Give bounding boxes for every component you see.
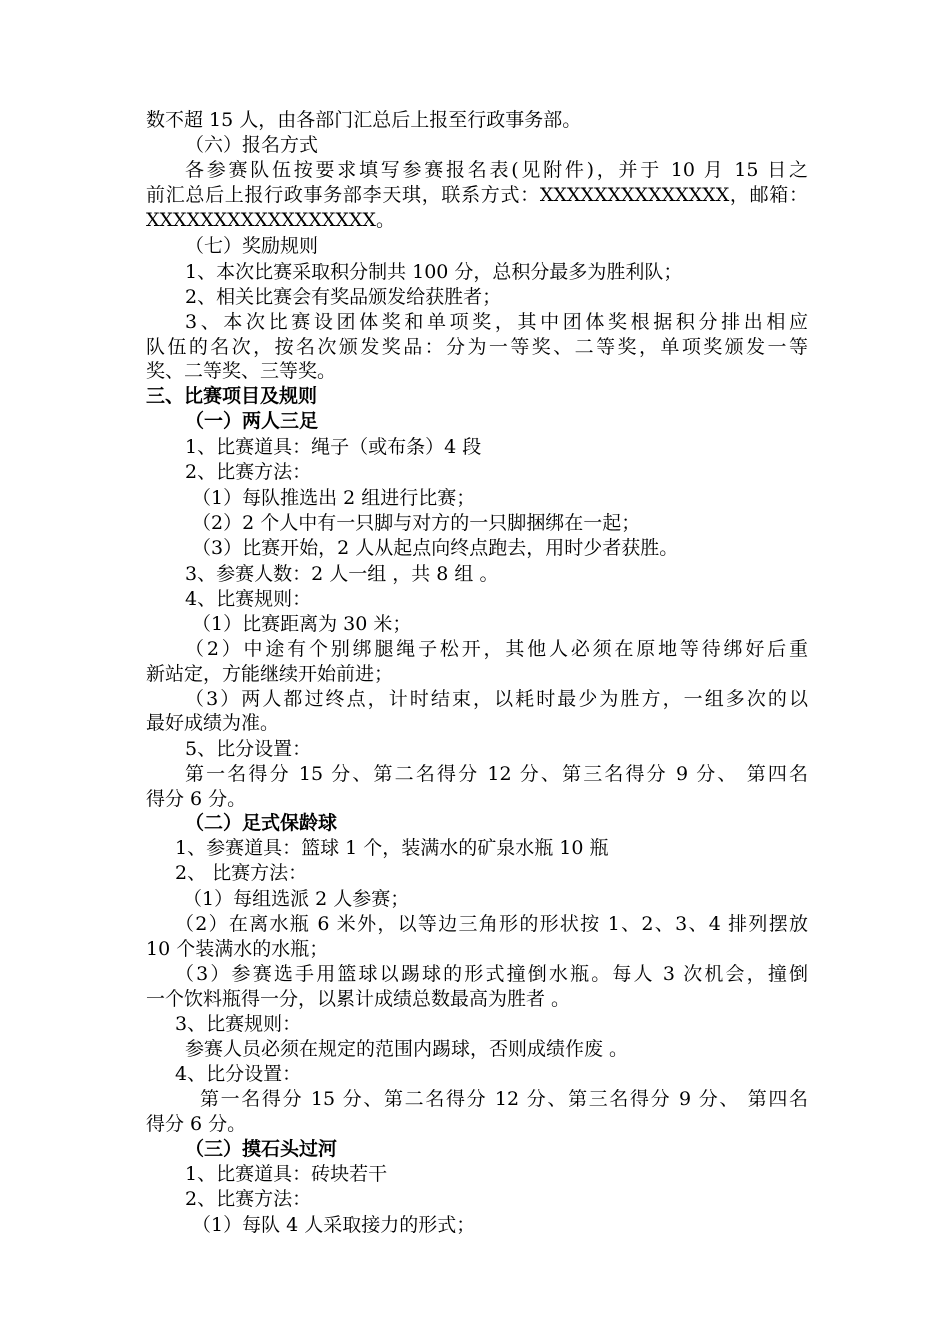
- text-line: 2、比赛方法：: [185, 1188, 312, 1210]
- text-line: 1、本次比赛采取积分制共 100 分，总积分最多为胜利队；: [185, 261, 683, 283]
- text-line: （1）比赛距离为 30 米；: [192, 613, 412, 635]
- text-line: （2）2 个人中有一只脚与对方的一只脚捆绑在一起；: [192, 512, 641, 534]
- text-line: 10 个装满水的水瓶；: [146, 938, 329, 960]
- text-line: 2、比赛方法：: [185, 461, 312, 483]
- text-line: （3）两人都过终点，计时结束，以耗时最少为胜方，一组多次的以: [185, 688, 808, 710]
- text-line: （3）参赛选手用篮球以踢球的形式撞倒水瓶。每人 3 次机会，撞倒: [175, 963, 808, 985]
- text-line: 得分 6 分。: [146, 1113, 247, 1135]
- text-line: 一个饮料瓶得一分，以累计成绩总数最高为胜者 。: [146, 988, 571, 1010]
- text-line: 1、比赛道具：砖块若干: [185, 1163, 388, 1185]
- text-line: 5、比分设置：: [185, 738, 312, 760]
- text-line: （1）每队 4 人采取接力的形式；: [192, 1214, 476, 1236]
- text-line: （1）每队推选出 2 组进行比赛；: [192, 487, 476, 509]
- text-line: 3、参赛人数：2 人一组 ，共 8 组 。: [185, 563, 499, 585]
- text-line: 1、参赛道具：篮球 1 个，装满水的矿泉水瓶 10 瓶: [175, 837, 609, 859]
- text-line: （2）在离水瓶 6 米外，以等边三角形的形状按 1、2、3、4 排列摆放: [175, 913, 808, 935]
- text-line: 得分 6 分。: [146, 788, 247, 810]
- text-line: （1）每组选派 2 人参赛；: [183, 888, 410, 910]
- subsection-heading: （三）摸石头过河: [185, 1138, 338, 1160]
- text-line: XXXXXXXXXXXXXXXXX。: [146, 209, 395, 231]
- text-line: 2、 比赛方法：: [175, 862, 308, 884]
- section-heading: 三、比赛项目及规则: [146, 385, 318, 407]
- text-line: 3、比赛规则：: [175, 1013, 302, 1035]
- subsection-heading: （二）足式保龄球: [185, 812, 338, 834]
- text-line: 第一名得分 15 分、第二名得分 12 分、第三名得分 9 分、 第四名: [200, 1088, 808, 1110]
- text-line: 4、比分设置：: [175, 1063, 302, 1085]
- text-line: 队伍的名次，按名次颁发奖品：分为一等奖、二等奖，单项奖颁发一等: [146, 336, 808, 358]
- subsection-heading: （七）奖励规则: [185, 235, 319, 257]
- text-line: （2）中途有个别绑腿绳子松开，其他人必须在原地等待绑好后重: [185, 638, 808, 660]
- text-line: 各参赛队伍按要求填写参赛报名表(见附件)，并于 10 月 15 日之: [185, 159, 808, 181]
- text-line: 1、比赛道具：绳子（或布条）4 段: [185, 436, 482, 458]
- text-line: （3）比赛开始，2 人从起点向终点跑去，用时少者获胜。: [192, 537, 679, 559]
- text-line: 新站定，方能继续开始前进；: [146, 663, 394, 685]
- text-line: 4、比赛规则：: [185, 588, 312, 610]
- text-line: 2、相关比赛会有奖品颁发给获胜者；: [185, 286, 502, 308]
- subsection-heading: （六）报名方式: [185, 134, 319, 156]
- text-line: 3、本次比赛设团体奖和单项奖，其中团体奖根据积分排出相应: [185, 311, 808, 333]
- text-line: 数不超 15 人，由各部门汇总后上报至行政事务部。: [146, 109, 582, 131]
- text-line: 第一名得分 15 分、第二名得分 12 分、第三名得分 9 分、 第四名: [185, 763, 808, 785]
- text-line: 奖、二等奖、三等奖。: [146, 360, 337, 382]
- text-line: 最好成绩为准。: [146, 712, 280, 734]
- subsection-heading: （一）两人三足: [185, 410, 319, 432]
- text-line: 参赛人员必须在规定的范围内踢球，否则成绩作废 。: [185, 1038, 629, 1060]
- text-line: 前汇总后上报行政事务部李天琪，联系方式：XXXXXXXXXXXXXX，邮箱：: [146, 184, 808, 206]
